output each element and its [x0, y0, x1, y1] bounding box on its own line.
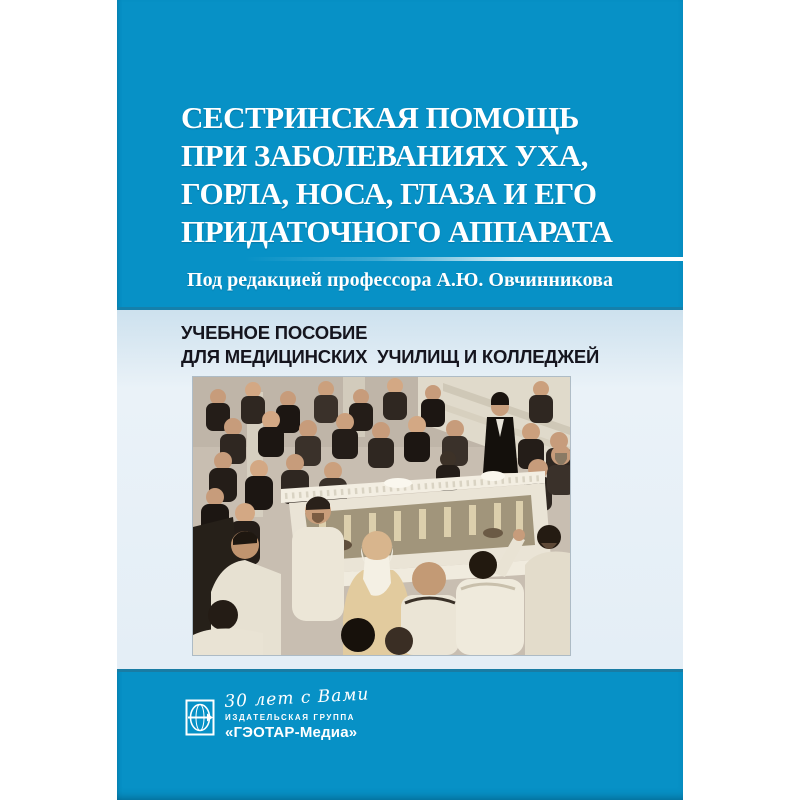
subtitle-band — [117, 307, 683, 672]
publisher-text — [223, 684, 370, 741]
title-line: ПРИ ЗАБОЛЕВАНИЯХ УХА, — [181, 138, 588, 173]
globe-arrow-icon — [185, 699, 215, 736]
publisher-brand: «ГЭОТАР-Медиа» — [225, 724, 358, 741]
title-line: ПРИДАТОЧНОГО АППАРАТА — [181, 214, 613, 249]
title-line: СЕСТРИНСКАЯ ПОМОЩЬ — [181, 100, 579, 135]
subtitle-block — [181, 321, 599, 368]
title-divider-line — [245, 257, 683, 261]
title-line: ГОРЛА, НОСА, ГЛАЗА И ЕГО — [181, 176, 597, 211]
subtitle-line: УЧЕБНОЕ ПОСОБИЕ — [181, 322, 368, 343]
historic-photo — [193, 377, 570, 655]
anniversary-script: 30 лет с Вами — [223, 684, 370, 712]
publisher-block — [185, 684, 370, 741]
title-block — [181, 99, 612, 251]
book-cover — [117, 0, 683, 800]
subtitle-line: ДЛЯ МЕДИЦИНСКИХ УЧИЛИЩ И КОЛЛЕДЖЕЙ — [181, 345, 600, 367]
publisher-group-label: ИЗДАТЕЛЬСКАЯ ГРУППА — [225, 713, 356, 722]
editor-credit: Под редакцией профессора А.Ю. Овчинникова — [187, 269, 613, 291]
